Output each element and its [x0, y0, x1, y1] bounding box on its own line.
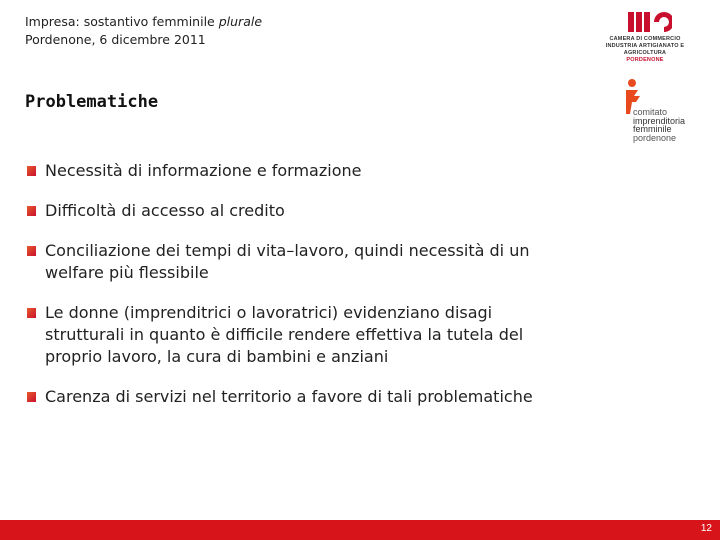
bullet-list	[27, 160, 627, 408]
header-line-1: Impresa: sostantivo femminile plurale	[25, 14, 263, 29]
footer-bar	[0, 520, 720, 540]
bullet-item: Conciliazione dei tempi di vita–lavoro, quindi necessità di un welfare più flessibile	[27, 240, 627, 284]
bullet-marker-icon	[27, 308, 36, 318]
chamber-logo-icon	[628, 10, 672, 34]
committee-logo	[620, 74, 700, 143]
bullet-marker-icon	[27, 206, 36, 216]
bullet-item: Carenza di servizi nel territorio a favore di tali problematiche	[27, 386, 627, 408]
chamber-logo-text: CAMERA DI COMMERCIO INDUSTRIA ARTIGIANATO E AGRICOLTURA PORDENONE	[605, 36, 685, 63]
header-line-2: Pordenone, 6 dicembre 2011	[25, 32, 206, 47]
bullet-item: Le donne (imprenditrici o lavoratrici) evidenziano disagi strutturali in quanto è difficile rendere effettiva la tutela del proprio lavoro, la cura di bambini e anziani	[27, 302, 627, 368]
committee-logo-text: comitato imprenditoria femminile pordenone	[633, 107, 686, 143]
chamber-of-commerce-logo	[590, 10, 700, 66]
slide-title: Problematiche	[25, 92, 159, 112]
bullet-marker-icon	[27, 246, 36, 256]
bullet-item: Difficoltà di accesso al credito	[27, 200, 627, 222]
header	[25, 13, 262, 49]
page-number: 12	[700, 523, 712, 534]
bullet-item: Necessità di informazione e formazione	[27, 160, 627, 182]
bullet-marker-icon	[27, 166, 36, 176]
bullet-marker-icon	[27, 392, 36, 402]
